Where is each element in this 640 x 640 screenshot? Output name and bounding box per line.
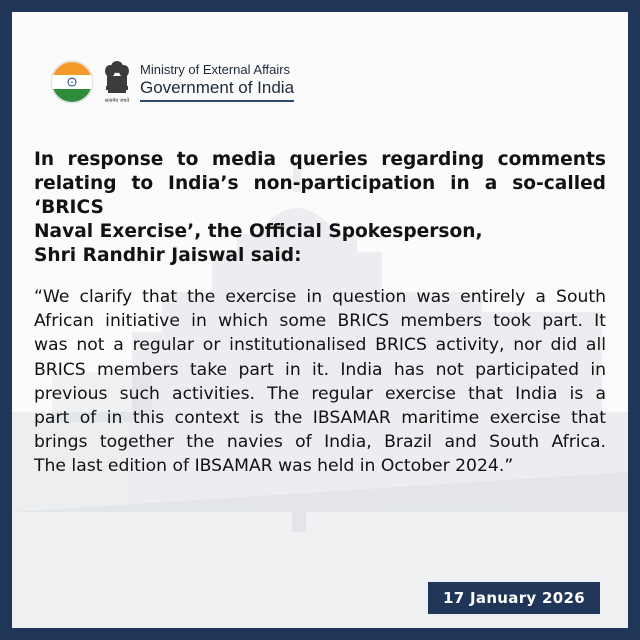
- quote-line: “We clarify that the exercise in question was entirely a South: [34, 287, 606, 307]
- motto-text: सत्यमेव जयते: [104, 98, 130, 104]
- heading-line: relating to India’s non-participation in a so-called ‘BRICS: [34, 173, 606, 218]
- heading-line: Shri Randhir Jaiswal said:: [34, 245, 302, 266]
- india-flag-circle-icon: [50, 60, 94, 104]
- statement-card: [12, 12, 628, 628]
- quote-line: brings together the navies of India, Brazil and South Africa.: [34, 432, 606, 453]
- national-emblem-icon: [102, 59, 132, 105]
- quote-line: part of in this context is the IBSAMAR maritime exercise that: [34, 408, 606, 429]
- statement-quote: [34, 285, 606, 479]
- quote-line: African initiative in which some BRICS members took part. It: [34, 311, 606, 332]
- statement-heading: [34, 148, 606, 268]
- quote-line: previous such activities. The regular exercise that India is a: [34, 383, 606, 404]
- date-badge: 17 January 2026: [428, 582, 600, 614]
- quote-line: was not a regular or institutionalised BRICS activity, nor did all: [34, 335, 606, 356]
- ministry-logo-block: [50, 57, 294, 107]
- quote-line: BRICS members take part in it. India has not participated in: [34, 359, 606, 380]
- heading-line: Naval Exercise’, the Official Spokesperson,: [34, 221, 483, 242]
- government-name: Government of India: [140, 78, 294, 102]
- quote-line: The last edition of IBSAMAR was held in October 2024.”: [34, 456, 514, 477]
- ministry-name: Ministry of External Affairs: [140, 62, 291, 77]
- heading-line: In response to media queries regarding comments: [34, 149, 606, 170]
